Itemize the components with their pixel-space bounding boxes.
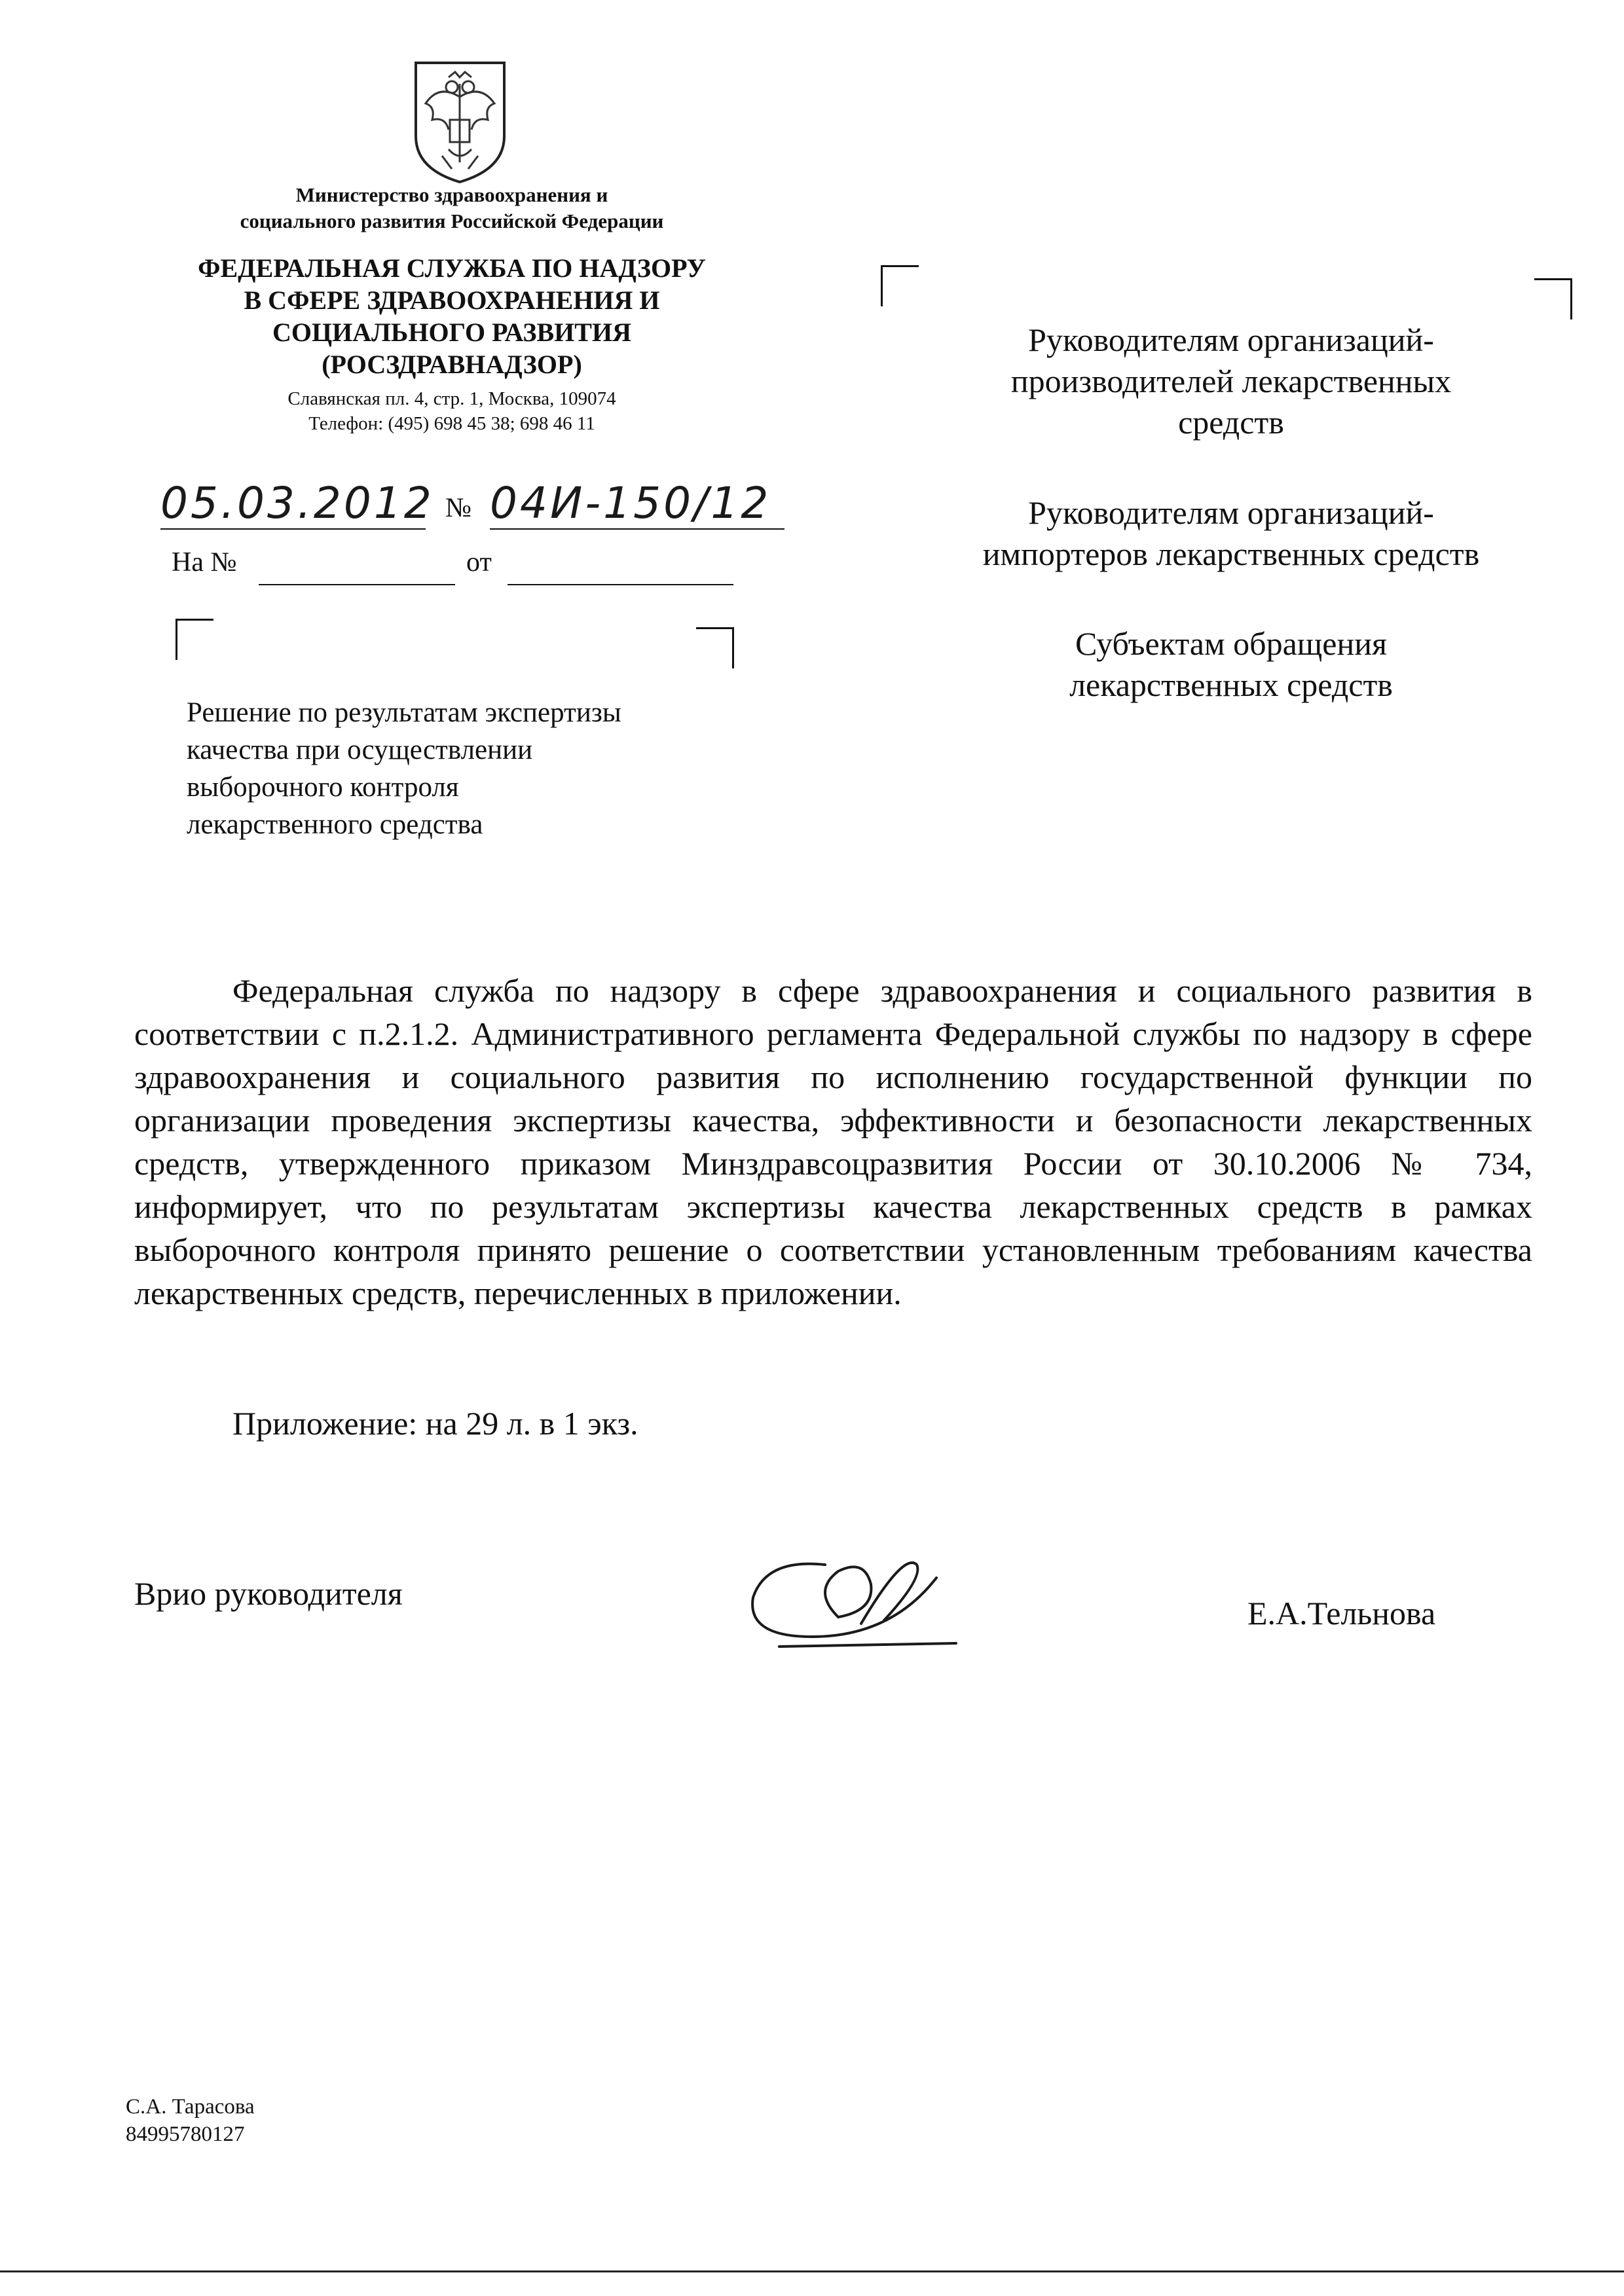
subject-corner-right bbox=[696, 627, 734, 668]
body-paragraph: Федеральная служба по надзору в сфере здравоохранения и социального развития в соответствии с п.2.1.2. Административного регламента Федеральной службы по надзору в сфере здравоохранения и социального развития по исполнению государственной функции по организации проведения экспертизы качества, эффективности и безопасности лекарственных средств, утвержденного приказом Минздравсоцразвития России от 30.10.2006 № 734, информирует, что по результатам экспертизы качества лекарственных средств в рамках выборочного контроля принято решение о соответствии установленным требованиям качества лекарственных средств, перечисленных в приложении. bbox=[134, 972, 1532, 1311]
coat-of-arms-icon bbox=[403, 58, 517, 185]
service-name-line1: ФЕДЕРАЛЬНАЯ СЛУЖБА ПО НАДЗОРУ bbox=[198, 253, 706, 283]
reference-date-field bbox=[507, 584, 733, 585]
reference-label: На № bbox=[172, 547, 237, 577]
addressee-line: Руководителям организаций- bbox=[1028, 321, 1434, 358]
addressee-line: лекарственных средств bbox=[1069, 666, 1393, 703]
subject-line: выборочного контроля bbox=[187, 772, 459, 803]
ministry-name-line1: Министерство здравоохранения и bbox=[295, 183, 608, 206]
service-name-line2: В СФЕРЕ ЗДРАВООХРАНЕНИЯ И bbox=[244, 285, 660, 315]
addressee-line: Руководителям организаций- bbox=[1028, 494, 1434, 531]
signatory-name: Е.А.Тельнова bbox=[1247, 1595, 1436, 1631]
addressee-corner-right bbox=[1534, 278, 1572, 319]
subject-line: качества при осуществлении bbox=[187, 735, 533, 765]
executor-name: С.А. Тарасова bbox=[126, 2095, 255, 2119]
subject-line: лекарственного средства bbox=[187, 809, 483, 840]
addressee-line: Субъектам обращения bbox=[1075, 625, 1387, 662]
subject-corner-left bbox=[175, 619, 213, 660]
document-date: 05.03.2012 bbox=[160, 478, 434, 528]
reference-number-field bbox=[259, 584, 455, 585]
from-label: от bbox=[466, 547, 492, 577]
addressee-corner-left bbox=[881, 265, 919, 306]
service-name-line3: СОЦИАЛЬНОГО РАЗВИТИЯ bbox=[272, 318, 631, 347]
attachment-note: Приложение: на 29 л. в 1 экз. bbox=[232, 1405, 638, 1442]
service-phone: Телефон: (495) 698 45 38; 698 46 11 bbox=[308, 413, 595, 434]
executor-phone: 84995780127 bbox=[126, 2123, 245, 2146]
subject-block bbox=[187, 694, 776, 843]
page-bottom-rule bbox=[0, 2270, 1624, 2272]
subject-line: Решение по результатам экспертизы bbox=[187, 697, 621, 728]
service-address: Славянская пл. 4, стр. 1, Москва, 109074 bbox=[287, 388, 616, 409]
number-label: № bbox=[445, 493, 472, 523]
ministry-name-line2: социального развития Российской Федерации bbox=[240, 210, 664, 232]
addressee-line: производителей лекарственных bbox=[1010, 363, 1452, 399]
addressee-line: импортеров лекарственных средств bbox=[982, 536, 1480, 572]
addressee-importers bbox=[904, 492, 1559, 575]
handwritten-signature-icon bbox=[740, 1539, 963, 1656]
service-name-line4: (РОСЗДРАВНАДЗОР) bbox=[322, 350, 582, 379]
addressee-manufacturers bbox=[904, 319, 1559, 443]
addressee-line: средств bbox=[1178, 404, 1284, 441]
signatory-title: Врио руководителя bbox=[134, 1575, 403, 1612]
addressee-subjects bbox=[904, 623, 1559, 706]
document-number: 04И-150/12 bbox=[490, 478, 784, 530]
